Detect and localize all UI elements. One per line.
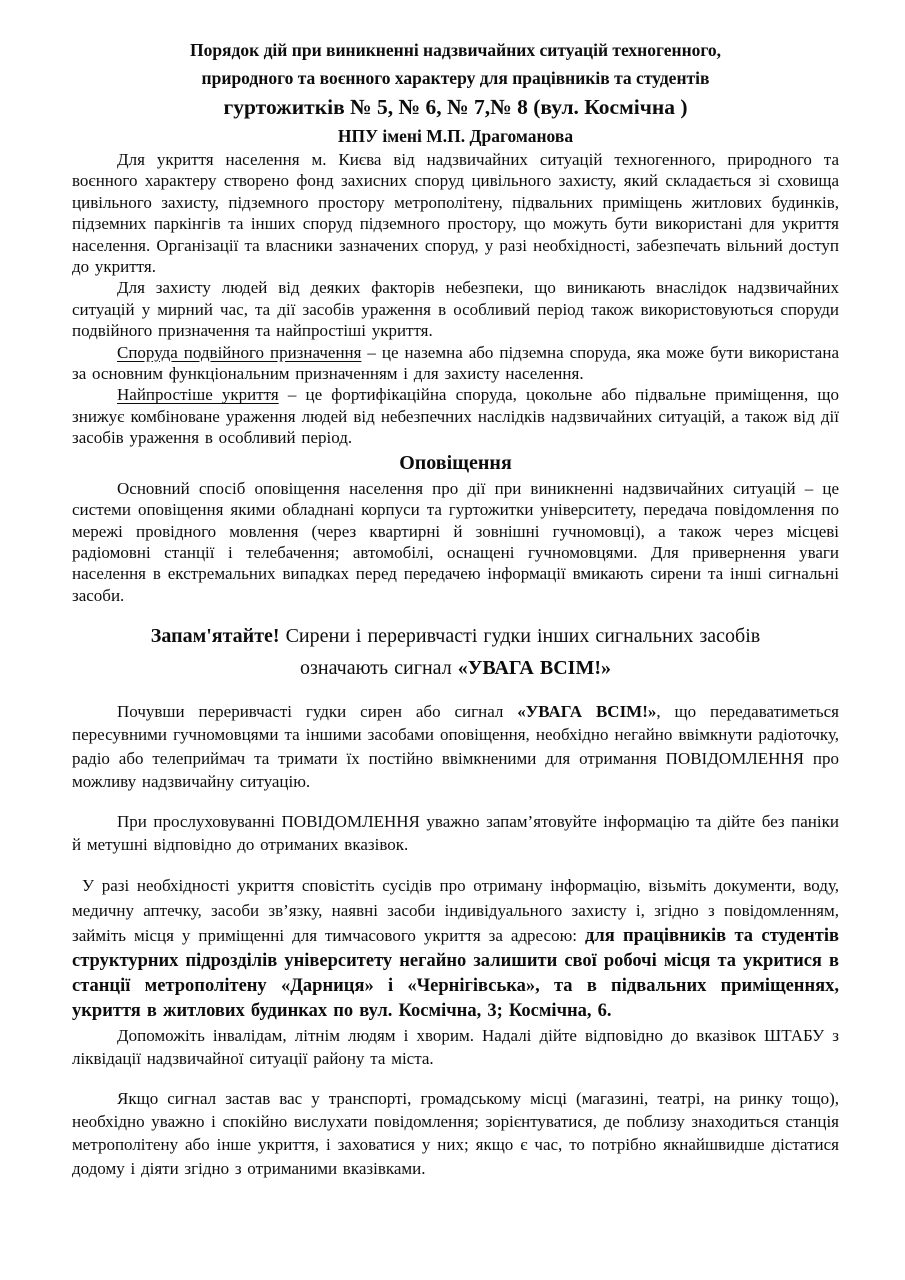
remember-lead: Запам'ятайте! bbox=[150, 625, 280, 648]
remember-line2-start: означають сигнал bbox=[300, 656, 458, 679]
doc-title-university: НПУ імені М.П. Драгоманова bbox=[337, 126, 574, 146]
shelter-instructions-intro: У разі необхідності укриття сповістіть сусідів про отриману інформацію, візьміть документи, воду, медичну аптечку, засоби зв’язку, наявні засоби індивідуального захисту і, згідно з повідомленням, займіть місця у приміщенні для тимчасового укриття за адресою: bbox=[72, 876, 839, 945]
para-danger-protection bbox=[72, 277, 839, 341]
document-header bbox=[72, 36, 839, 149]
para-help-disabled bbox=[72, 1024, 839, 1070]
para-danger-protection-text: Для захисту людей від деяких факторів небезпеки, що виникають внаслідок надзвичайних ситуацій у мирний час, та дії засобів ураження в особливий період також використовуються споруди подвійного призначення та найпростіші укриття. bbox=[72, 278, 839, 341]
para-signal-in-transport bbox=[72, 1087, 839, 1180]
section-heading-notification: Оповіщення bbox=[399, 451, 512, 474]
attention-all-signal: «УВАГА ВСІМ!» bbox=[457, 656, 611, 679]
para-notification-system bbox=[72, 478, 839, 606]
heard-signal-bold: «УВАГА ВСІМ!» bbox=[517, 702, 657, 722]
remember-line1 bbox=[72, 621, 839, 653]
shelter-instructions-address: для працівників та студентів структурних підрозділів університету негайно залишити свої робочі місця та укритися в станції метрополітену «Дарниця» і «Чернігівська», та в підвальних приміщеннях, укриття в житлових будинках по вул. Космічна, 3; Космічна, 6. bbox=[72, 925, 839, 1021]
para-signal-in-transport-text: Якщо сигнал застав вас у транспорті, громадському місці (магазині, театрі, на ринку тощо), необхідно уважно і спокійно вислухати повідомлення; зорієнтуватися, де поблизу знаходиться станція метрополітену або інше укриття, і заховатися у них; якщо є час, то потрібно якнайшвидше дістатися додому і діяти згідно з отриманими вказівками. bbox=[72, 1088, 839, 1178]
simple-shelter-term: Найпростіше укриття bbox=[117, 385, 279, 405]
remember-line2 bbox=[72, 653, 839, 685]
remember-line1-rest: Сирени і переривчасті гудки інших сигнальних засобів bbox=[279, 625, 761, 648]
para-listening-message-text: При прослуховуванні ПОВІДОМЛЕННЯ уважно запам’ятовуйте інформацію та дійте без паніки й метушні відповідно до отриманих вказівок. bbox=[72, 811, 839, 855]
heard-signal-part2: , що передаватиметься пересувними гучномовцями та іншими засобами оповіщення, необхідно негайно ввімкнути радіоточку, радіо або телеприймач та тримати їх постійно ввімкненими для отримання ПОВІДОМЛЕННЯ про можливу надзвичайну ситуацію. bbox=[72, 702, 839, 791]
para-shelter-fund-text: Для укриття населення м. Києва від надзвичайних ситуацій техногенного, природного та воєнного характеру створено фонд захисних споруд цивільного захисту, який складається зі сховища цивільного захисту, підземного простору метрополітену, підвальних приміщень житлових будинків, підземних паркінгів та інших споруд підземного простору, що можуть бути використані для укриття населення. Організації та власники зазначених споруд, у разі необхідності, забезпечать вільний доступ до укриття. bbox=[72, 150, 839, 277]
para-listening-message bbox=[72, 810, 839, 856]
para-notification-system-text: Основний спосіб оповіщення населення про дії при виникненні надзвичайних ситуацій – це системи оповіщення якими обладнані корпуси та гуртожитки університету, передача повідомлення по мережі провідного мовлення (через квартирні й зовнішні гучномовці), а також через місцеві радіомовні станції і телебачення; автомобілі, оснащені гучномовцями. Для привернення уваги населення в екстремальних випадках перед передачею інформації вмикають сирени та інші сигнальні засоби. bbox=[72, 478, 839, 605]
dual-purpose-definition-text: – це наземна або підземна споруда, яка може бути використана за основним функціональним призначенням і для захисту населення. bbox=[72, 342, 839, 384]
heard-signal-part1: Почувши переривчасті гудки сирен або сигнал bbox=[117, 702, 518, 722]
para-dual-purpose-definition bbox=[72, 342, 839, 385]
para-help-disabled-text: Допоможіть інвалідам, літнім людям і хворим. Надалі дійте відповідно до вказівок ШТАБУ з ліквідації надзвичайної ситуації району та міста. bbox=[72, 1025, 839, 1068]
para-shelter-fund bbox=[72, 149, 839, 277]
para-heard-signal bbox=[72, 700, 839, 793]
remember-banner bbox=[72, 621, 839, 684]
dual-purpose-term: Споруда подвійного призначення bbox=[117, 342, 362, 362]
simple-shelter-definition-text: – це фортифікаційна споруда, цокольне або підвальне приміщення, що знижує комбіноване ураження людей від небезпечних наслідків надзвичайних ситуацій, а також від дії засобів ураження в особливий період. bbox=[72, 385, 839, 448]
para-shelter-instructions bbox=[72, 874, 839, 1023]
doc-title-line1: Порядок дій при виникненні надзвичайних ситуацій техногенного, bbox=[189, 40, 722, 60]
doc-title-line2: природного та воєнного характеру для працівників та студентів bbox=[201, 68, 710, 88]
para-simple-shelter-definition bbox=[72, 384, 839, 448]
doc-title-dorms: гуртожитків № 5, № 6, № 7,№ 8 (вул. Космічна ) bbox=[223, 95, 688, 119]
